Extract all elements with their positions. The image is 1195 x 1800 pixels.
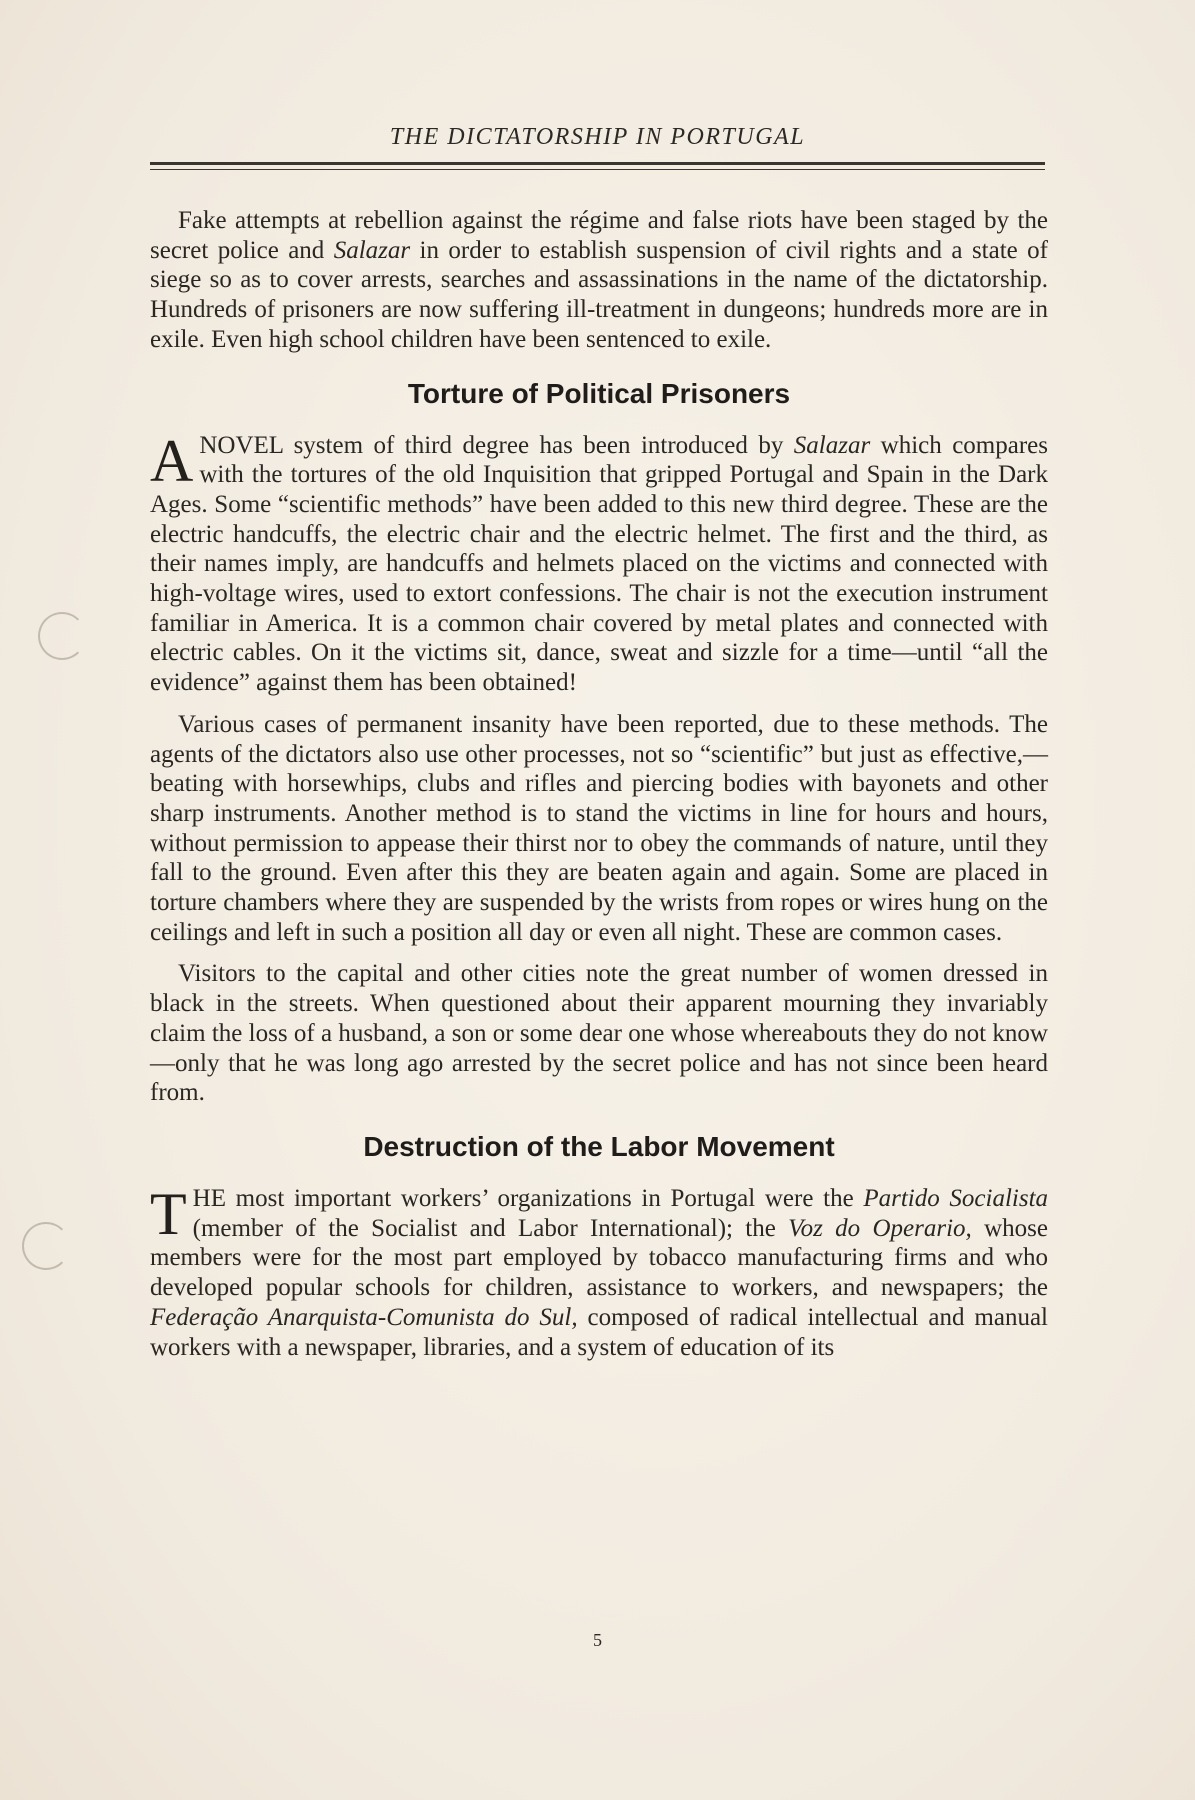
organization-name: Federação Anarquista-Comunista do Sul,: [150, 1303, 578, 1331]
drop-cap: T: [150, 1180, 187, 1247]
torture-paragraph-1: ANOVEL system of third degree has been introduced by Salazar which compares with the tortures of the old Inquisition that gripped Portugal and Spain in the Dark Ages. Some “scientific methods” have been added to this new third degree. These are the electric handcuffs, the electric chair and the electric helmet. The first and the third, as their names imply, are handcuffs and helmets placed on the victims and connected with high-voltage wires, used to extort confessions. The chair is not the execution instrument familiar in America. It is a common chair covered by metal plates and connected with electric cables. On it the victims sit, dance, sweat and sizzle for a time—until “all the evidence” against them has been obtained!: [150, 427, 1048, 697]
header-rule: [150, 162, 1045, 165]
running-title: THE DICTATORSHIP IN PORTUGAL: [389, 124, 806, 150]
header-rule-thin: [150, 169, 1045, 170]
organization-name: Partido Socialista: [863, 1184, 1049, 1212]
person-name: Salazar: [793, 431, 871, 459]
organization-name: Voz do Operario,: [788, 1214, 972, 1242]
punch-hole-mark: [38, 612, 86, 660]
punch-hole-mark: [22, 1222, 70, 1270]
body-text: [150, 206, 1048, 1374]
page-number: 5: [593, 1630, 602, 1650]
intro-paragraph: Fake attempts at rebellion against the régime and false riots have been staged by the secret police and Salazar in order to establish suspension of civil rights and a state of siege so as to cover arrests, searches and assassinations in the name of the dictatorship. Hundreds of prisoners are now suffering ill-treatment in dungeons; hundreds more are in exile. Even high school children have been sentenced to exile.: [150, 207, 1049, 353]
section-heading-torture: Torture of Political Prisoners: [407, 377, 791, 409]
drop-cap: A: [150, 427, 194, 494]
section-heading-labor: Destruction of the Labor Movement: [363, 1130, 835, 1162]
torture-paragraph-3: Visitors to the capital and other cities note the great number of women dressed in black in the streets. When questioned about their apparent mourning they invariably claim the loss of a husband, a son or some dear one whose whereabouts they do not know—only that he was long ago arrested by the secret police and has not since been heard from.: [150, 960, 1048, 1107]
torture-paragraph-2: Various cases of permanent insanity have been reported, due to these methods. The agents of the dictators also use other processes, not so “scientific” but just as effective,—beating with horsewhips, clubs and rifles and piercing bodies with bayonets and other sharp instruments. Another method is to stand the victims in line for hours and hours, without permission to appease their thirst nor to obey the commands of nature, until they fall to the ground. Even after this they are beaten again and again. Some are placed in torture chambers where they are suspended by the wrists from ropes or wires hung on the ceilings and left in such a position all day or even all night. These are common cases.: [150, 710, 1048, 946]
person-name: Salazar: [333, 236, 411, 264]
labor-paragraph-1: THE most important workers’ organizations in Portugal were the Partido Socialista (member of the Socialist and Labor International); the Voz do Operario, whose members were for the most part employed by tobacco manufacturing firms and who developed popular schools for children, assistance to workers, and newspapers; the Federação Anarquista-Comunista do Sul, composed of radical intellectual and manual workers with a newspaper, libraries, and a system of education of its: [150, 1180, 1049, 1361]
